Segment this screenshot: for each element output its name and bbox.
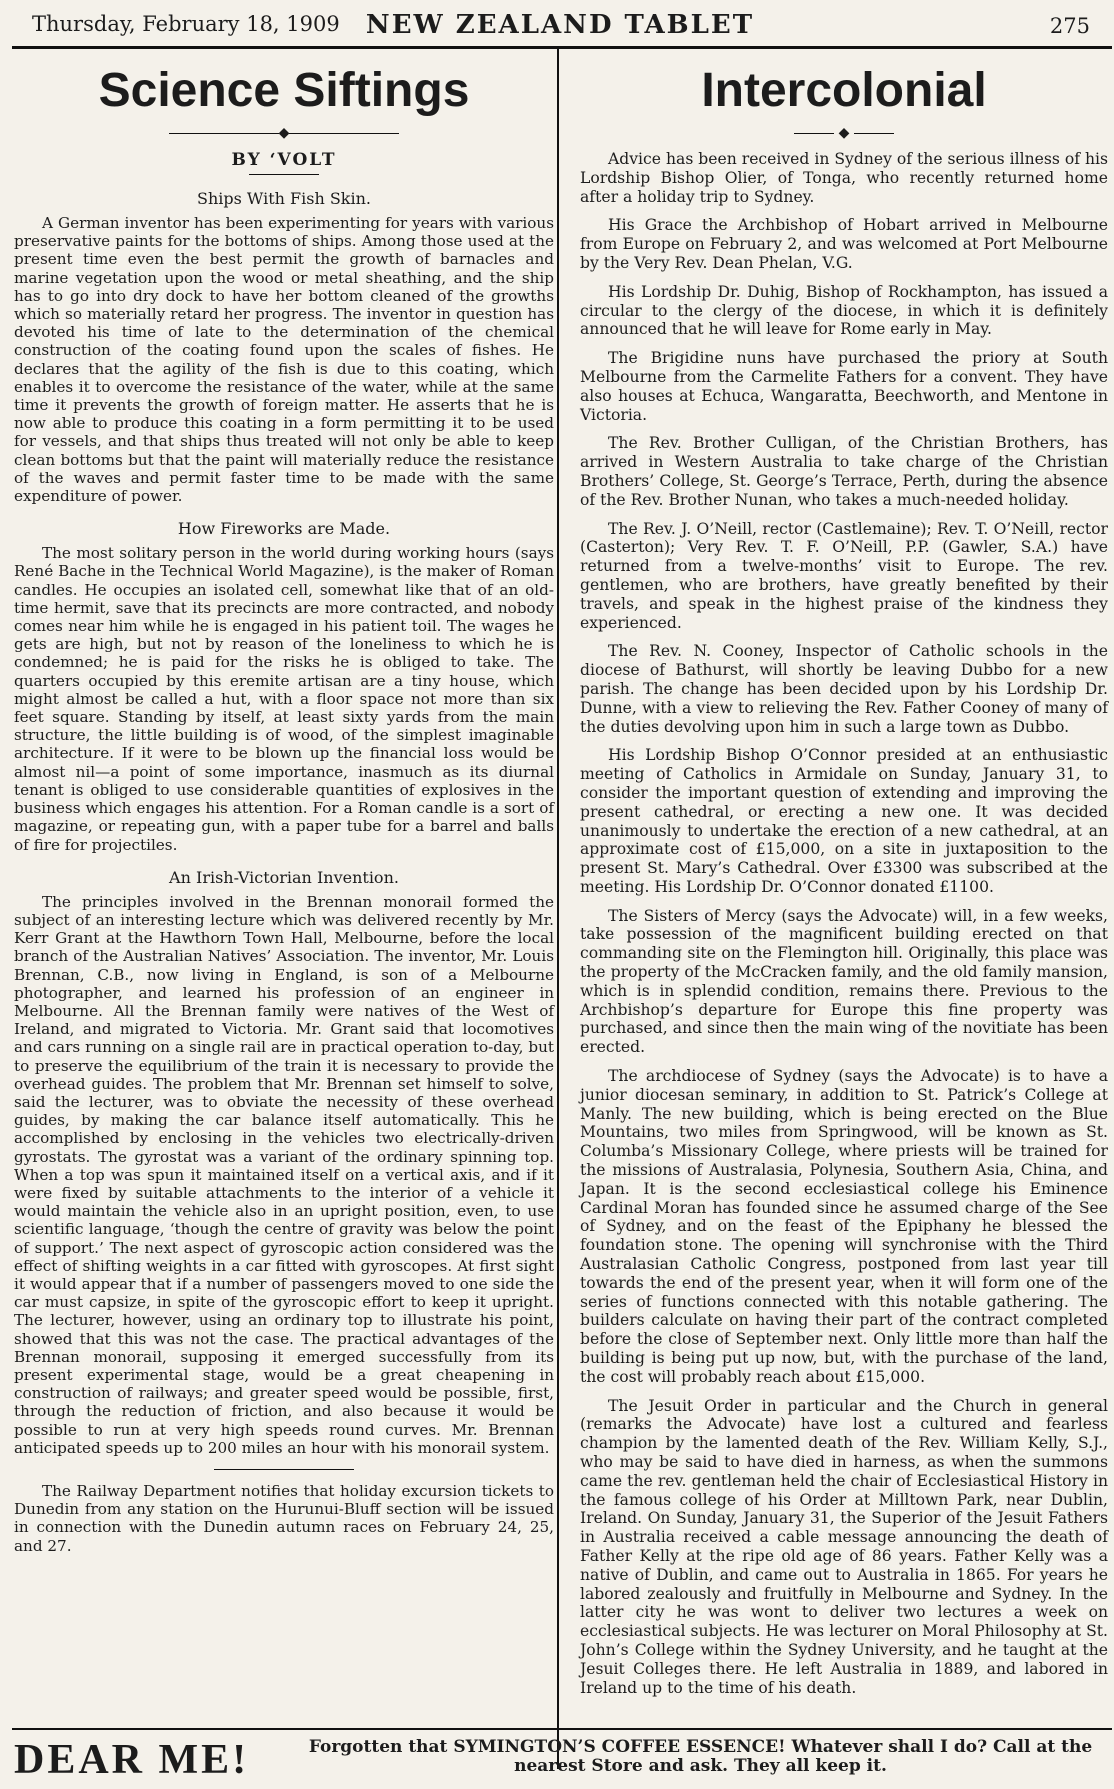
news-item: His Lordship Dr. Duhig, Bishop of Rockhampton, has issued a circular to the clergy of the diocese, in which it is definitely announced that he will leave for Rome early in May. xyxy=(580,282,1108,339)
news-item: His Lordship Bishop O’Connor presided at an enthusiastic meeting of Catholics in Armidale on Sunday, January 31, to consider the important question of extending and improving the present cathedral, or erecting a new one. It was decided unanimously to undertake the erection of a new cathedral, at an approximate cost of £15,000, on a site in juxtaposition to the present St. Mary’s Cathedral. Over £3300 was subscribed at the meeting. His Lordship Dr. O’Connor donated £1100. xyxy=(580,746,1108,896)
news-item: The archdiocese of Sydney (says the Advocate) is to have a junior diocesan seminary, in addition to St. Patrick’s College at Manly. The new building, which is being erected on the Blue Mountains, two miles from Springwood, will be known as St. Columba’s Missionary College, where priests will be trained for the missions of Australasia, Polynesia, Southern Asia, China, and Japan. It is the second ecclesiastical college his Eminence Cardinal Moran has founded since he assumed charge of the See of Sydney, and on the feast of the Epiphany he blessed the foundation stone. The opening will synchronise with the Third Australasian Catholic Congress, postponed from last year till towards the end of the present year, when it will form one of the series of functions connected with this notable gathering. The builders calculate on having their part of the contract completed before the close of September next. Only little more than half the building is being put up now, but, with the purchase of the land, the cost will probably reach about £15,000. xyxy=(580,1067,1108,1386)
article-heading: How Fireworks are Made. xyxy=(177,519,391,539)
news-item: The Rev. J. O’Neill, rector (Castlemaine); Rev. T. O’Neill, rector (Casterton); Very Rev. T. F. O’Neill, P.P. (Gawler, S.A.) have returned from a twelve-months’ visit to Europe. The rev. gentlemen, who are brothers, have greatly benefited by their travels, and speak in the highest praise of the kindness they experienced. xyxy=(580,519,1108,632)
article-heading: An Irish-Victorian Invention. xyxy=(169,867,399,887)
footer-rule xyxy=(12,1728,1112,1730)
ornament-divider: ◆ xyxy=(580,126,1108,140)
masthead xyxy=(30,10,1090,44)
section-title: Intercolonial xyxy=(701,64,987,117)
advertisement xyxy=(12,1734,1112,1784)
science-siftings-column xyxy=(14,56,554,1565)
byline-rule xyxy=(249,174,319,175)
notice-rule xyxy=(214,1469,354,1470)
article-paragraph: A German inventor has been experimenting for years with various preservative paints for the bottoms of ships. Among those used at the present time even the best permit the growth of barnacles and marine vegetation upon the wood or metal sheathing, and the ship has to go into dry dock to have her bottom cleaned of the growths which so materially retard her progress. The inventor in question has devoted his time of late to the determination of the chemical construction of the coating found upon the scales of fishes. He declares that the agility of the fish is due to this coating, which enables it to overcome the resistance of the water, while at the same time it prevents the growth of foreign matter. He asserts that he is now able to produce this coating in a form permitting it to be used for vessels, and that ships thus treated will not only be able to keep clean bottoms but that the paint will materially reduce the resistance of the waves and permit faster time to be made with the same expenditure of power. xyxy=(14,214,554,506)
ornament-divider: ◆ xyxy=(14,126,554,140)
news-item: The Rev. N. Cooney, Inspector of Catholic schools in the diocese of Bathurst, will shortly be leaving Dubbo for a new parish. The change has been decided upon by his Lordship Dr. Dunne, with a view to relieving the Rev. Father Cooney of many of the duties devolving upon him in such a large town as Dubbo. xyxy=(580,642,1108,736)
intercolonial-column xyxy=(580,56,1108,1707)
section-title: Science Siftings xyxy=(98,64,470,117)
news-item: The Jesuit Order in particular and the Church in general (remarks the Advocate) have lost a cultured and fearless champion by the lamented death of the Rev. William Kelly, S.J., who may be said to have died in harness, as when the summons came the rev. gentleman held the chair of Ecclesiastical History in the famous college of his Order at Milltown Park, near Dublin, Ireland. On Sunday, January 31, the Superior of the Jesuit Fathers in Australia received a cable message announcing the death of Father Kelly at the ripe old age of 86 years. Father Kelly was a native of Dublin, and came out to Australia in 1865. For years he labored zealously and fruitfully in Melbourne and Sydney. In the latter city he was wont to deliver two lectures a week on ecclesiastical subjects. He was lecturer on Moral Philosophy at St. John’s College within the Sydney University, and he taught at the Jesuit Colleges there. He left Australia in 1889, and labored in Ireland up to the time of his death. xyxy=(580,1396,1108,1697)
news-item: Advice has been received in Sydney of the serious illness of his Lordship Bishop Olier, of Tonga, who recently returned home after a holiday trip to Sydney. xyxy=(580,150,1108,206)
news-item: The Rev. Brother Culligan, of the Christian Brothers, has arrived in Western Australia to take charge of the Christian Brothers’ College, St. George’s Terrace, Perth, during the absence of the Rev. Brother Nunan, who takes a much-needed holiday. xyxy=(580,434,1108,509)
article-paragraph: The most solitary person in the world during working hours (says René Bache in the Technical World Magazine), is the maker of Roman candles. He occupies an isolated cell, somewhat like that of an old-time hermit, save that its precincts are more contracted, and nobody comes near him while he is engaged in his patient toil. The wages he gets are high, but not by reason of the loneliness to which he is condemned; he is paid for the risks he is obliged to take. The quarters occupied by this eremite artisan are a tiny house, which might almost be called a hut, with a floor space not more than six feet square. Standing by itself, at least sixty yards from the main structure, the little building is of wood, of the simplest imaginable architecture. If it were to be blown up the financial loss would be almost nil—a point of some importance, inasmuch as its diurnal tenant is obliged to use considerable quantities of explosives in the business which engages his attention. For a Roman candle is a sort of magazine, or repeating gun, with a paper tube for a barrel and balls of fire for projectiles. xyxy=(14,544,554,854)
column-divider xyxy=(557,49,559,1769)
newspaper-title: NEW ZEALAND TABLET xyxy=(365,10,755,40)
advert-headline: DEAR ME! xyxy=(14,1737,250,1783)
byline: BY ‘VOLT xyxy=(231,150,337,170)
article-paragraph: The principles involved in the Brennan monorail formed the subject of an interesting lecture which was delivered recently by Mr. Kerr Grant at the Hawthorn Town Hall, Melbourne, before the local branch of the Australian Natives’ Association. The inventor, Mr. Louis Brennan, C.B., now living in England, is son of a Melbourne photographer, and learned his profession of an engineer in Melbourne. All the Brennan family were natives of the West of Ireland, and migrated to Victoria. Mr. Grant said that locomotives and cars running on a single rail are in practical operation to-day, but to preserve the equilibrium of the train it is necessary to provide the overhead guides. The problem that Mr. Brennan set himself to solve, said the lecturer, was to obviate the necessity of these overhead guides, by making the car balance itself automatically. This he accomplished by enclosing in the vehicles two electrically-driven gyrostats. The gyrostat was a variant of the ordinary spinning top. When a top was spun it maintained itself on a vertical axis, and if it were fixed by suitable attachments to the interior of a vehicle it would maintain the vehicle also in an upright position, even, to use scientific language, ‘though the centre of gravity was below the point of support.’ The next aspect of gyroscopic action considered was the effect of shifting weights in a car fitted with gyroscopes. At first sight it would appear that if a number of passengers moved to one side the car must capsize, in spite of the gyroscopic effort to keep it upright. The lecturer, however, using an ordinary top to illustrate his point, showed that this was not the case. The practical advantages of the Brennan monorail, supposing it emerged successfully from its present experimental stage, would be a great cheapening in construction of railways; and greater speed would be possible, first, through the reduction of friction, and also because it would be possible to run at very high speeds round curves. Mr. Brennan anticipated speeds up to 200 miles an hour with his monorail system. xyxy=(14,892,554,1457)
railway-notice: The Railway Department notifies that holiday excursion tickets to Dunedin from any station on the Hurunui-Bluff section will be issued in connection with the Dunedin autumn races on February 24, 25, and 27. xyxy=(14,1482,554,1555)
page-number: 275 xyxy=(1049,14,1090,38)
news-item: The Sisters of Mercy (says the Advocate) will, in a few weeks, take possession of the magnificent building erected on that commanding site on the Flemington hill. Originally, this place was the property of the McCracken family, and the old family mansion, which is in splendid condition, remains there. Previous to the Archbishop’s departure for Europe this fine property was purchased, and since then the main wing of the novitiate has been erected. xyxy=(580,906,1108,1057)
issue-date: Thursday, February 18, 1909 xyxy=(32,12,340,36)
news-item: The Brigidine nuns have purchased the priory at South Melbourne from the Carmelite Fathers for a convent. They have also houses at Echuca, Wangaratta, Beechworth, and Mentone in Victoria. xyxy=(580,349,1108,424)
advert-text: Forgotten that SYMINGTON’S COFFEE ESSENCE! Whatever shall I do? Call at the nearest Store and ask. They all keep it. xyxy=(308,1737,1093,1776)
news-item: His Grace the Archbishop of Hobart arrived in Melbourne from Europe on February 2, and was welcomed at Port Melbourne by the Very Rev. Dean Phelan, V.G. xyxy=(580,216,1108,272)
masthead-rule xyxy=(12,46,1112,49)
article-heading: Ships With Fish Skin. xyxy=(196,189,371,208)
